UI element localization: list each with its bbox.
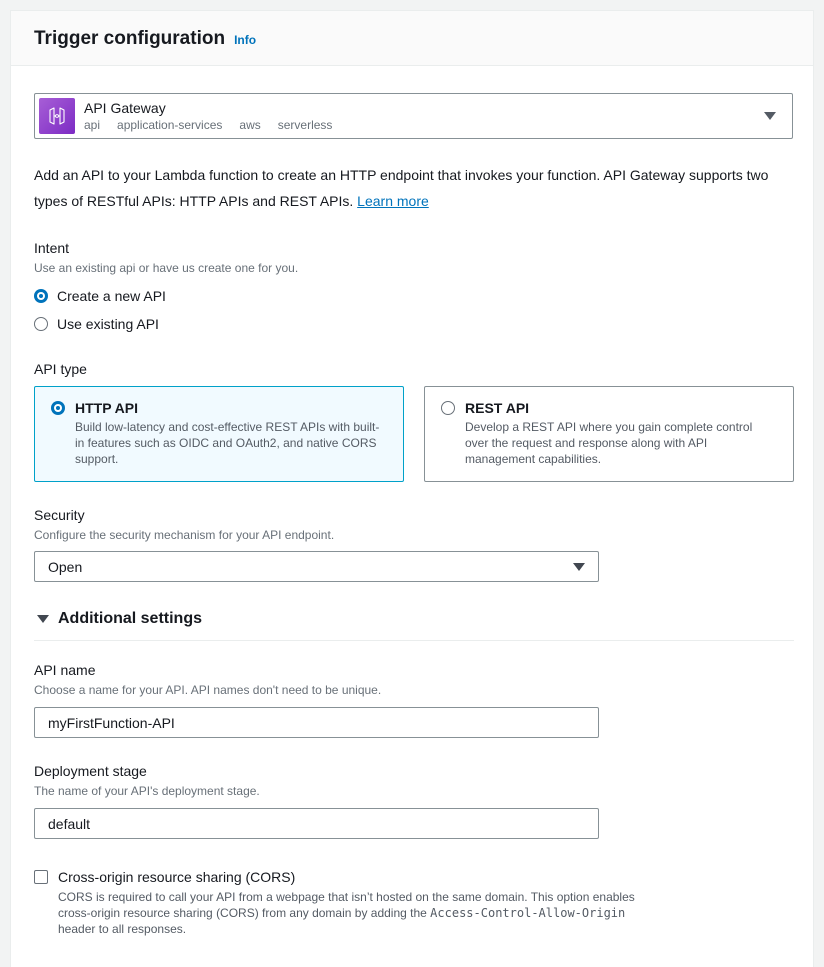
info-link[interactable]: Info [234,33,257,47]
security-selected-value: Open [48,558,83,575]
card-rest-api-title: REST API [465,400,530,416]
api-name-section [34,662,791,738]
radio-create-new-api-label: Create a new API [57,288,166,304]
tag-application-services: application-services [117,117,223,132]
trigger-source-text [84,100,332,133]
trigger-source-select[interactable] [34,93,793,139]
cors-description [58,889,658,937]
card-http-api-description: Build low-latency and cost-effective REST APIs with built-in features such as OIDC and OAuth2, and native CORS support. [75,420,380,466]
cors-description-before: CORS is required to call your API from a webpage that isn’t hosted on the same domain. This option enables cross-origin resource sharing (CORS) from any domain by adding the [58,890,635,920]
intro-text: Add an API to your Lambda function to create an HTTP endpoint that invokes your function. API Gateway supports two types of RESTful APIs: HTTP APIs and REST APIs. [34,167,769,209]
cors-header-code: Access-Control-Allow-Origin [430,906,626,920]
security-label: Security [34,507,85,523]
tag-aws: aws [239,117,261,132]
additional-settings-label: Additional settings [58,610,202,627]
api-name-input[interactable] [34,707,599,738]
cors-checkbox[interactable] [34,870,48,884]
trigger-source-name: API Gateway [84,99,166,116]
card-http-api-title: HTTP API [75,400,139,416]
radio-selected-icon[interactable] [51,401,65,415]
additional-settings-expander[interactable] [34,610,791,628]
api-name-description: Choose a name for your API. API names don't need to be unique. [34,683,382,697]
intent-section [34,240,791,332]
radio-use-existing-api-label: Use existing API [57,316,159,332]
panel-body [11,66,813,967]
section-divider [34,640,794,641]
intent-description: Use an existing api or have us create one for you. [34,261,299,275]
card-http-api[interactable] [34,386,404,482]
radio-create-new-api[interactable] [34,288,791,304]
radio-unselected-icon[interactable] [441,401,455,415]
cors-section [34,869,791,937]
cors-description-after: header to all responses. [58,922,187,936]
card-rest-api-description: Develop a REST API where you gain complete control over the request and response along with API management capabilities. [465,420,753,466]
cors-checkbox-row[interactable] [34,869,791,885]
deployment-stage-label: Deployment stage [34,763,147,779]
trigger-source-tags [84,118,332,133]
chevron-down-icon [573,563,585,571]
card-rest-api[interactable] [424,386,794,482]
intro-paragraph [34,162,796,214]
radio-unselected-icon[interactable] [34,317,48,331]
security-section [34,507,791,582]
chevron-down-icon [764,112,776,120]
api-type-label: API type [34,361,87,377]
tag-serverless: serverless [277,117,333,132]
api-name-label: API name [34,662,96,678]
deployment-stage-description: The name of your API's deployment stage. [34,784,260,798]
security-select[interactable] [34,551,599,582]
deployment-stage-section [34,763,791,839]
cors-label: Cross-origin resource sharing (CORS) [58,869,296,885]
api-gateway-icon [39,98,75,134]
trigger-configuration-panel [10,10,814,967]
intent-label: Intent [34,240,70,256]
deployment-stage-input[interactable] [34,808,599,839]
security-description: Configure the security mechanism for your API endpoint. [34,528,335,542]
panel-header [11,11,813,66]
radio-selected-icon[interactable] [34,289,48,303]
radio-use-existing-api[interactable] [34,316,791,332]
tag-api: api [84,117,101,132]
learn-more-link[interactable]: Learn more [357,193,429,209]
api-type-cards [34,386,794,482]
expander-open-icon [37,615,49,623]
api-type-section [34,361,791,482]
page-title: Trigger configuration [34,28,226,49]
